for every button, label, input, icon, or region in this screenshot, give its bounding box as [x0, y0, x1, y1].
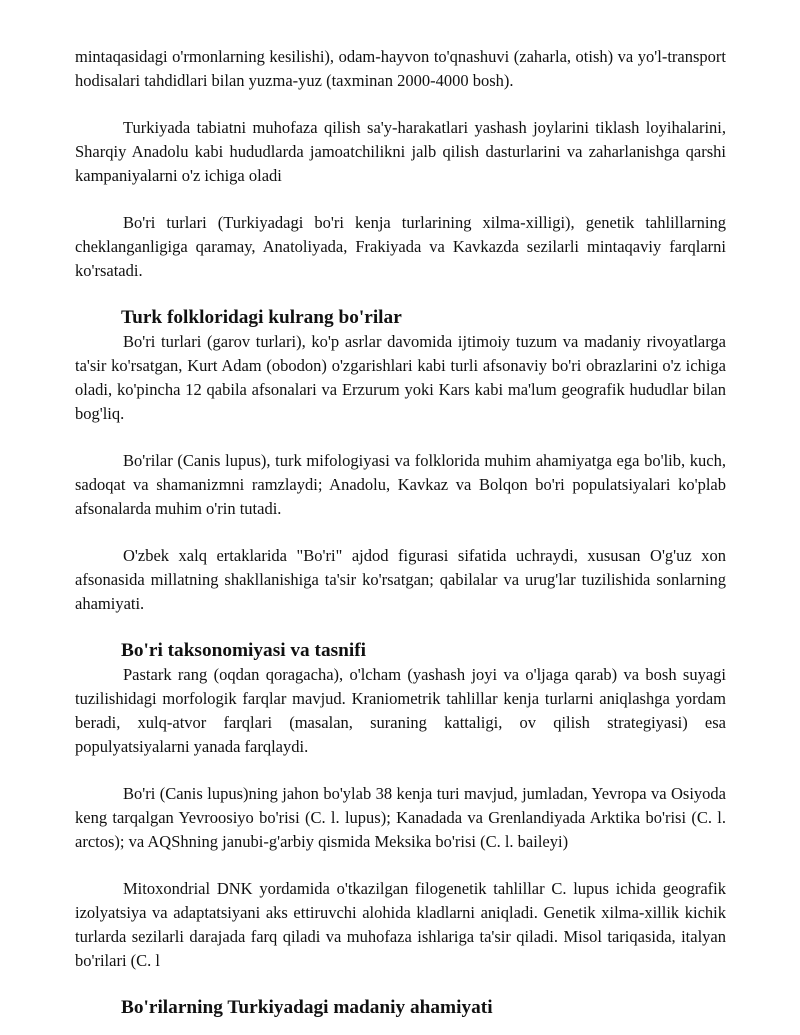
section-heading-cultural-significance: Bo'rilarning Turkiyadagi madaniy ahamiyati [121, 997, 493, 1018]
section-heading-taxonomy: Bo'ri taksonomiyasi va tasnifi [121, 640, 366, 661]
paragraph-habitat-threats: mintaqasidagi o'rmonlarning kesilishi), odam-hayvon to'qnashuvi (zaharla, otish) va yo'l-transport hodisalari tahdidlari bilan yuzma-yuz (taxminan 2000-4000 bosh). [75, 47, 726, 90]
paragraph-uzbek-tales: O'zbek xalq ertaklarida "Bo'ri" ajdod figurasi sifatida uchraydi, xususan O'g'uz xon afsonasida millatning shakllanishiga ta'sir ko'rsatgan; qabilalar va urug'lar tuzilishida sonlarning ahamiyati. [75, 546, 726, 613]
paragraph-conservation: Turkiyada tabiatni muhofaza qilish sa'y-harakatlari yashash joylarini tiklash loyihalarini, Sharqiy Anadolu kabi hududlarda jamoatchilikni jalb qilish dasturlarini va zaharlanishga qarshi kampaniyalarni o'z ichiga oladi [75, 118, 726, 185]
section-heading-folklore: Turk folkloridagi kulrang bo'rilar [121, 307, 402, 328]
paragraph-phylogenetics: Mitoxondrial DNK yordamida o'tkazilgan filogenetik tahlillar C. lupus ichida geografik izolyatsiya va adaptatsiyani aks ettiruvchi alohida kladlarni aniqladi. Genetik xilma-xillik kichik turlarda sezilarli darajada farq qiladi va muhofaza ishlariga ta'sir qiladi. Misol tariqasida, italyan bo'rilari (C. l [75, 879, 726, 970]
document-page [75, 45, 726, 1020]
paragraph-morphology: Pastark rang (oqdan qoragacha), o'lcham (yashash joyi va o'ljaga qarab) va bosh suyagi tuzilishidagi morfologik farqlar mavjud. Kraniometrik tahlillar kenja turlarni aniqlashga yordam beradi, xulq-atvor farqlari (masalan, suraning kattaligi, ov qilish strategiyasi) esa populyatsiyalarni yanada farqlaydi. [75, 665, 726, 756]
paragraph-subspecies-list: Bo'ri (Canis lupus)ning jahon bo'ylab 38 kenja turi mavjud, jumladan, Yevropa va Osiyoda keng tarqalgan Yevroosiyo bo'risi (C. l. lupus); Kanadada va Grenlandiyada Arktika bo'risi (C. l. arctos); va AQShning janubi-g'arbiy qismida Meksika bo'risi (C. l. baileyi) [75, 784, 726, 851]
paragraph-subspecies-diversity: Bo'ri turlari (Turkiyadagi bo'ri kenja turlarining xilma-xilligi), genetik tahlillarning cheklanganligiga qaramay, Anatoliyada, Frakiyada va Kavkazda sezilarli mintaqaviy farqlarni ko'rsatadi. [75, 213, 726, 280]
paragraph-mythology: Bo'rilar (Canis lupus), turk mifologiyasi va folklorida muhim ahamiyatga ega bo'lib, kuch, sadoqat va shamanizmni ramzlaydi; Anadolu, Kavkaz va Bolqon bo'ri populatsiyalari ko'plab afsonalarda muhim o'rin tutadi. [75, 451, 726, 518]
paragraph-legendary-wolves: Bo'ri turlari (garov turlari), ko'p asrlar davomida ijtimoiy tuzum va madaniy rivoyatlarga ta'sir ko'rsatgan, Kurt Adam (obodon) o'zgarishlari kabi turli afsonaviy bo'ri obrazlarini o'z ichiga oladi, ko'pincha 12 qabila afsonalari va Erzurum yoki Kars kabi ma'lum geografik hududlar bilan bog'liq. [75, 332, 726, 423]
